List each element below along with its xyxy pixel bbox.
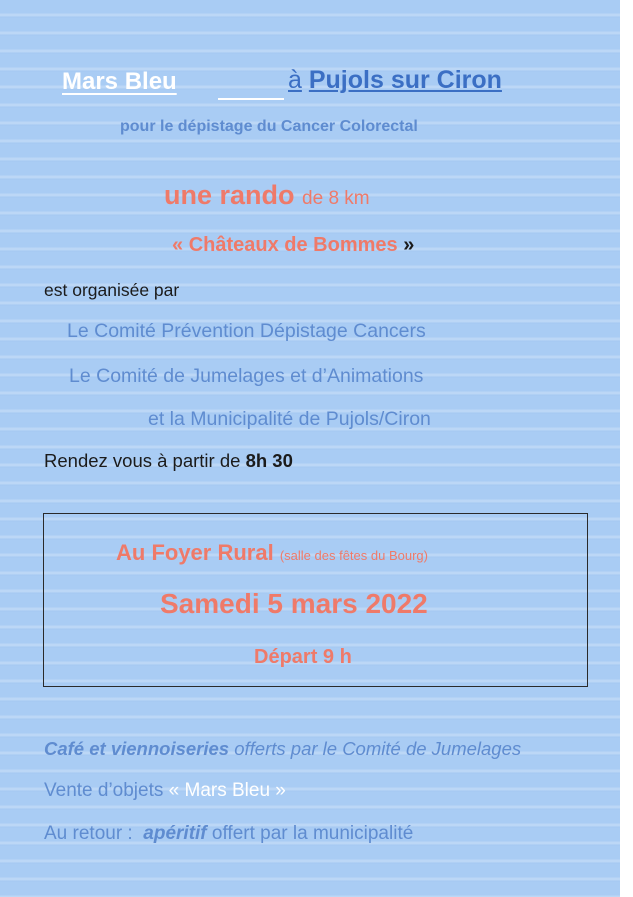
title-location xyxy=(288,66,502,95)
title-underline xyxy=(218,98,284,100)
cafe-rest: offerts par le Comité de Jumelages xyxy=(234,738,522,759)
title-connector: à xyxy=(288,66,302,94)
title-town: Pujols sur Ciron xyxy=(308,66,502,94)
route-open-quote: « xyxy=(172,234,184,256)
rando-main: une rando xyxy=(164,180,295,210)
venue xyxy=(116,540,428,566)
meeting-time xyxy=(44,450,293,472)
venue-detail: (salle des fêtes du Bourg) xyxy=(279,548,428,563)
organiser-line: et la Municipalité de Pujols/Ciron xyxy=(148,408,431,430)
vente-line xyxy=(44,780,286,802)
organised-by: est organisée par xyxy=(44,280,180,300)
title-mars-bleu: Mars Bleu xyxy=(62,68,177,95)
departure-time: Départ 9 h xyxy=(254,646,352,668)
retour-prefix: Au retour : xyxy=(44,823,133,844)
subtitle: pour le dépistage du Cancer Colorectal xyxy=(120,118,418,135)
venue-name: Au Foyer Rural xyxy=(116,540,274,565)
rando-heading xyxy=(164,180,370,211)
event-date: Samedi 5 mars 2022 xyxy=(160,588,428,619)
retour-rest: offert par la municipalité xyxy=(211,823,414,844)
route-name xyxy=(172,234,414,257)
vente-text: Vente d’objets xyxy=(44,780,164,801)
retour-bold: apéritif xyxy=(143,823,207,844)
organiser-line: Le Comité de Jumelages et d’Animations xyxy=(69,365,424,387)
cafe-bold: Café et viennoiseries xyxy=(44,738,230,759)
route-close-quote: » xyxy=(403,234,415,256)
organiser-line: Le Comité Prévention Dépistage Cancers xyxy=(67,320,426,342)
vente-highlight: « Mars Bleu » xyxy=(168,780,286,801)
cafe-line xyxy=(44,738,521,760)
meeting-hour: 8h 30 xyxy=(245,450,293,471)
meeting-text: Rendez vous à partir de xyxy=(44,450,241,471)
rando-distance: de 8 km xyxy=(302,188,370,209)
retour-line xyxy=(44,823,413,845)
route-name-text: Châteaux de Bommes xyxy=(188,234,398,256)
